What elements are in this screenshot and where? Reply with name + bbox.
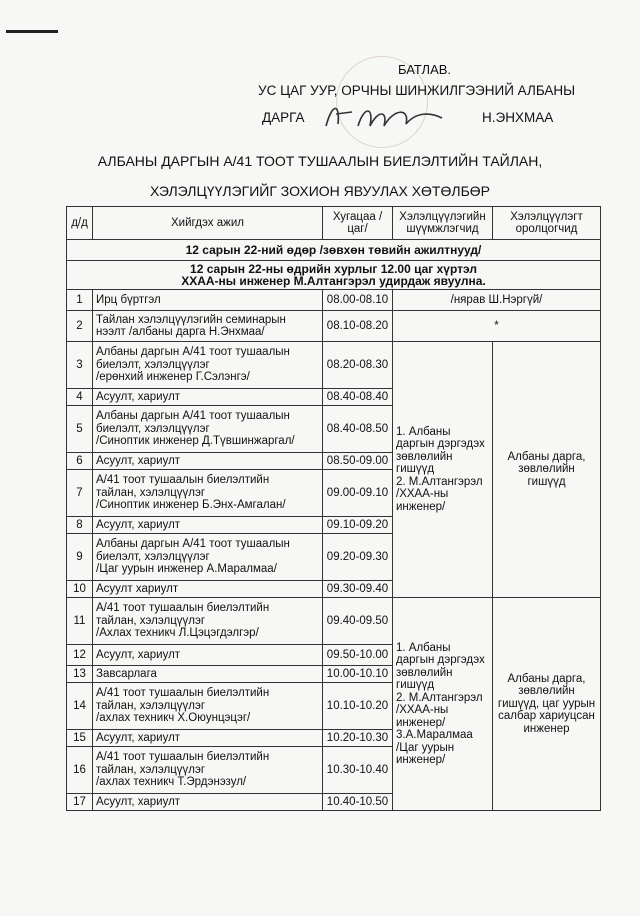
row-task	[93, 683, 323, 730]
section-line: 12 сарын 22-ны өдрийн хурлыг 12.00 цаг хүртэл	[190, 261, 477, 276]
row-time: 08.20-08.30	[323, 342, 393, 389]
approval-label: БАТЛАВ.	[398, 62, 452, 77]
reviewers-group-line: /Цаг уурын	[396, 741, 455, 754]
reviewers-group-line: 1. Албаны	[396, 641, 451, 654]
section-row	[67, 261, 601, 290]
reviewers-group	[393, 598, 493, 811]
row-task	[93, 730, 323, 747]
reviewers-group-line: даргын дэргэдэх	[396, 438, 485, 451]
task-line: А/41 тоот тушаалын биелэлтийн	[96, 751, 270, 764]
task-line: тайлан, хэлэлцүүлэг	[96, 763, 206, 776]
participants-group-line: зөвлөлийн	[518, 685, 575, 698]
row-reviewer-note: *	[393, 311, 601, 342]
task-line: /Синоптик инженер Б.Энх-Амгалан/	[96, 499, 286, 512]
row-time: 10.30-10.40	[323, 747, 393, 794]
row-number: 17	[67, 794, 93, 811]
program-table	[66, 206, 601, 811]
task-line: тайлан, хэлэлцүүлэг	[96, 699, 206, 712]
col-reviewers: Хэлэлцүүлэгийн шүүмжлэгчид	[393, 207, 493, 240]
task-line: Асуулт, хариулт	[96, 390, 181, 403]
reviewers-group-line: инженер/	[396, 500, 446, 513]
reviewers-group-line: /ХХАА-ны	[396, 488, 449, 501]
row-task	[93, 534, 323, 581]
row-number: 10	[67, 581, 93, 598]
row-number: 4	[67, 389, 93, 406]
director-label: ДАРГА	[262, 110, 305, 125]
reviewers-group-line: гишүүд	[396, 463, 435, 476]
reviewers-group-line: инженер/	[396, 716, 446, 729]
row-number: 2	[67, 311, 93, 342]
row-reviewer-note: /нярав Ш.Нэргүй/	[393, 290, 601, 311]
col-number: д/д	[67, 207, 93, 240]
row-task	[93, 453, 323, 470]
section-heading: 12 сарын 22-ний өдөр /зөвхөн төвийн ажилтнууд/	[67, 240, 601, 261]
reviewers-group-line: 3.А.Маралмаа	[396, 729, 473, 741]
row-time: 08.40-08.40	[323, 389, 393, 406]
task-line: /ахлах техникч Т.Эрдэнэзул/	[96, 776, 247, 789]
row-task	[93, 747, 323, 794]
task-line: /Синоптик инженер Д.Түвшинжаргал/	[96, 435, 295, 448]
organization-name: УС ЦАГ УУР, ОРЧНЫ ШИНЖИЛГЭЭНИЙ АЛБАНЫ	[258, 83, 576, 98]
table-header-row	[67, 207, 601, 240]
reviewers-group-line: 2. М.Алтангэрэл	[396, 475, 483, 488]
task-line: Албаны даргын А/41 тоот тушаалын	[96, 538, 290, 551]
reviewers-group-line: /ХХАА-ны	[396, 704, 449, 716]
row-time: 09.10-09.20	[323, 517, 393, 534]
task-line: Завсарлага	[96, 667, 157, 680]
task-line: Албаны даргын А/41 тоот тушаалын	[96, 346, 290, 359]
task-line: Асуулт хариулт	[96, 582, 179, 595]
row-task	[93, 342, 323, 389]
row-time: 10.40-10.50	[323, 794, 393, 811]
participants-group	[493, 598, 601, 811]
table-row	[67, 342, 601, 389]
row-number: 5	[67, 406, 93, 453]
row-time: 10.20-10.30	[323, 730, 393, 747]
row-task	[93, 581, 323, 598]
row-number: 7	[67, 470, 93, 517]
row-number: 6	[67, 453, 93, 470]
row-time: 09.20-09.30	[323, 534, 393, 581]
participants-group-line: салбар хариуцсан	[498, 710, 595, 723]
document-subtitle: ХЭЛЭЛЦҮҮЛЭГИЙГ ЗОХИОН ЯВУУЛАХ ХӨТӨЛБӨР	[150, 183, 490, 199]
task-line: нээлт /албаны дарга Н.Энхмаа/	[96, 326, 265, 338]
section-row	[67, 240, 601, 261]
row-task	[93, 389, 323, 406]
participants-group	[493, 342, 601, 598]
row-task	[93, 598, 323, 645]
task-line: Ирц бүртгэл	[96, 293, 161, 306]
row-number: 14	[67, 683, 93, 730]
row-task	[93, 517, 323, 534]
document-title: АЛБАНЫ ДАРГЫН А/41 ТООТ ТУШААЛЫН БИЕЛЭЛТИЙН ТАЙЛАН,	[97, 153, 543, 169]
task-line: /Ахлах техникч Л.Цэцэгдэлгэр/	[96, 627, 259, 640]
task-line: /ерөнхий инженер Г.Сэлэнгэ/	[96, 371, 250, 384]
row-time: 08.50-09.00	[323, 453, 393, 470]
reviewers-group-line: 1. Албаны	[396, 425, 451, 438]
task-line: /ахлах техникч Х.Оюунцэцэг/	[96, 712, 251, 725]
row-task	[93, 645, 323, 666]
col-task: Хийгдэх ажил	[93, 207, 323, 240]
table-row	[67, 290, 601, 311]
participants-group-line: Албаны дарга,	[507, 672, 586, 685]
row-number: 16	[67, 747, 93, 794]
scan-mark	[6, 30, 58, 33]
row-number: 12	[67, 645, 93, 666]
signature	[318, 96, 448, 138]
task-line: биелэлт, хэлэлцүүлэг	[96, 422, 210, 435]
task-line: Асуулт, хариулт	[96, 795, 181, 808]
row-number: 15	[67, 730, 93, 747]
participants-group-line: гишүүд, цаг уурын	[497, 697, 596, 710]
participants-group-line: инженер	[523, 722, 570, 735]
row-time: 10.00-10.10	[323, 666, 393, 683]
task-line: Албаны даргын А/41 тоот тушаалын	[96, 410, 290, 423]
row-time: 09.50-10.00	[323, 645, 393, 666]
task-line: /Цаг уурын инженер А.Маралмаа/	[96, 563, 277, 576]
row-time: 08.10-08.20	[323, 311, 393, 342]
col-time: Хугацаа /цаг/	[323, 207, 393, 240]
reviewers-group-line: даргын дэргэдэх	[396, 654, 485, 666]
reviewers-group-line: зөвлөлийн	[396, 666, 453, 679]
row-number: 11	[67, 598, 93, 645]
task-line: Асуулт, хариулт	[96, 518, 181, 531]
row-time: 08.00-08.10	[323, 290, 393, 311]
row-number: 8	[67, 517, 93, 534]
reviewers-group-line: инженер/	[396, 754, 446, 766]
row-time: 09.40-09.50	[323, 598, 393, 645]
participants-group-line: зөвлөлийн	[518, 463, 575, 476]
director-name: Н.ЭНХМАА	[482, 110, 554, 125]
row-time: 10.10-10.20	[323, 683, 393, 730]
task-line: биелэлт, хэлэлцүүлэг	[96, 550, 210, 563]
row-number: 1	[67, 290, 93, 311]
task-line: Асуулт, хариулт	[96, 731, 181, 744]
row-time: 08.40-08.50	[323, 406, 393, 453]
reviewers-group-line: зөвлөлийн	[396, 450, 453, 463]
row-time: 09.30-09.40	[323, 581, 393, 598]
task-line: Асуулт, хариулт	[96, 454, 181, 467]
row-task	[93, 406, 323, 453]
row-task	[93, 470, 323, 517]
task-line: А/41 тоот тушаалын биелэлтийн	[96, 474, 270, 487]
row-task	[93, 311, 323, 342]
reviewers-group	[393, 342, 493, 598]
participants-group-line: гишүүд	[527, 475, 566, 488]
task-line: тайлан, хэлэлцүүлэг	[96, 614, 206, 627]
reviewers-group-line: гишүүд	[396, 679, 435, 691]
table-row	[67, 311, 601, 342]
task-line: Тайлан хэлэлцүүлэгийн семинарын	[96, 313, 286, 326]
task-line: А/41 тоот тушаалын биелэлтийн	[96, 602, 270, 615]
row-number: 13	[67, 666, 93, 683]
task-line: А/41 тоот тушаалын биелэлтийн	[96, 687, 270, 700]
table-row	[67, 598, 601, 645]
section-line: ХХАА-ны инженер М.Алтангэрэл удирдаж явуулна.	[181, 274, 486, 288]
row-number: 3	[67, 342, 93, 389]
task-line: биелэлт, хэлэлцүүлэг	[96, 358, 210, 371]
participants-group-line: Албаны дарга,	[507, 450, 586, 463]
col-participants: Хэлэлцүүлэгт оролцогчид	[493, 207, 601, 240]
row-time: 09.00-09.10	[323, 470, 393, 517]
row-task	[93, 290, 323, 311]
task-line: тайлан, хэлэлцүүлэг	[96, 486, 206, 499]
section-heading	[67, 261, 601, 290]
row-task	[93, 666, 323, 683]
row-number: 9	[67, 534, 93, 581]
task-line: Асуулт, хариулт	[96, 648, 181, 661]
reviewers-group-line: 2. М.Алтангэрэл	[396, 691, 483, 704]
row-task	[93, 794, 323, 811]
